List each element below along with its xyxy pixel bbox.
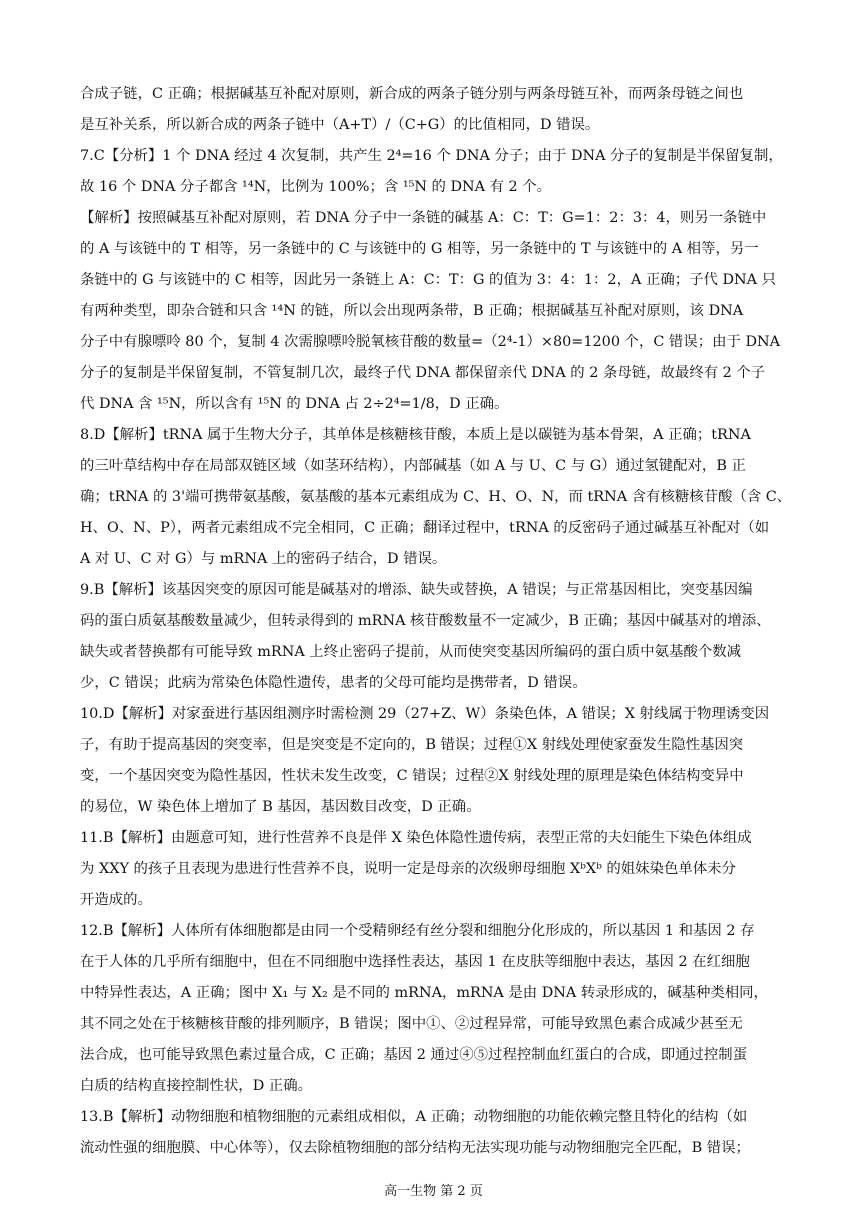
- text-line: 变，一个基因突变为隐性基因，性状未发生改变，C 错误；过程②X 射线处理的原理是染色体结构变异中: [80, 768, 744, 784]
- text-line: 的易位，W 染色体上增加了 B 基因，基因数目改变，D 正确。: [80, 799, 481, 815]
- text-line: 法合成，也可能导致黑色素过量合成，C 正确；基因 2 通过④⑤过程控制血红蛋白的合成，即通过控制蛋: [80, 1047, 748, 1063]
- text-line: 分子的复制是半保留复制，不管复制几次，最终子代 DNA 都保留亲代 DNA 的 2 条母链，故最终有 2 个子: [80, 365, 766, 381]
- text-line: 中特异性表达，A 正确；图中 X₁ 与 X₂ 是不同的 mRNA，mRNA 是由 DNA 转录形成的，碱基种类相同，: [80, 985, 768, 1001]
- text-line: 【解析】按照碱基互补配对原则，若 DNA 分子中一条链的碱基 A：C：T：G=1：2：3：4，则另一条链中: [80, 210, 767, 226]
- text-line: 8.D【解析】tRNA 属于生物大分子，其单体是核糖核苷酸，本质上是以碳链为基本骨架，A 正确；tRNA: [80, 427, 751, 443]
- text-line: 码的蛋白质氨基酸数量减少，但转录得到的 mRNA 核苷酸数量不一定减少，B 正确；基因中碱基对的增添、: [80, 613, 771, 629]
- text-line: H、O、N、P），两者元素组成不完全相同，C 正确；翻译过程中，tRNA 的反密码子通过碱基互补配对（如: [80, 520, 770, 536]
- text-line: 白质的结构直接控制性状，D 正确。: [80, 1078, 312, 1094]
- text-line: 为 XXY 的孩子且表现为患进行性营养不良，说明一定是母亲的次级卵母细胞 XᵇXᵇ 的姐妹染色单体未分: [80, 861, 736, 877]
- text-line: 在于人体的几乎所有细胞中，但在不同细胞中选择性表达，基因 1 在皮肤等细胞中表达，基因 2 在红细胞: [80, 954, 750, 970]
- text-line: 分子中有腺嘌呤 80 个，复制 4 次需腺嘌呤脱氧核苷酸的数量=（2⁴-1）×80=1200 个，C 错误；由于 DNA: [80, 334, 780, 350]
- text-line: 有两种类型，即杂合链和只含 ¹⁴N 的链，所以会出现两条带，B 正确；根据碱基互补配对原则，该 DNA: [80, 303, 744, 319]
- text-line: 9.B【解析】该基因突变的原因可能是碱基对的增添、缺失或替换，A 错误；与正常基因相比，突变基因编: [80, 582, 753, 598]
- text-line: 13.B【解析】动物细胞和植物细胞的元素组成相似，A 正确；动物细胞的功能依赖完整且特化的结构（如: [80, 1109, 748, 1125]
- text-line: 是互补关系，所以新合成的两条子链中（A+T）/（C+G）的比值相同，D 错误。: [80, 117, 600, 133]
- text-line: 合成子链，C 正确；根据碱基互补配对原则，新合成的两条子链分别与两条母链互补，而两条母链之间也: [80, 86, 744, 102]
- text-line: A 对 U、C 对 G）与 mRNA 上的密码子结合，D 错误。: [80, 551, 447, 567]
- text-line: 少，C 错误；此病为常染色体隐性遗传，患者的父母可能均是携带者，D 错误。: [80, 675, 587, 691]
- text-line: 7.C【分析】1 个 DNA 经过 4 次复制，共产生 2⁴=16 个 DNA 分子；由于 DNA 分子的复制是半保留复制，: [80, 148, 783, 164]
- text-line: 的三叶草结构中存在局部双链区域（如茎环结构），内部碱基（如 A 与 U、C 与 G）通过氢键配对，B 正: [80, 458, 746, 474]
- text-line: 其不同之处在于核糖核苷酸的排列顺序，B 错误；图中①、②过程异常，可能导致黑色素合成减少甚至无: [80, 1016, 743, 1032]
- text-line: 流动性强的细胞膜、中心体等），仅去除植物细胞的部分结构无法实现功能与动物细胞完全匹配，B 错误；: [80, 1140, 750, 1156]
- text-line: 开造成的。: [80, 892, 152, 908]
- text-line: 缺失或者替换都有可能导致 mRNA 上终止密码子提前，从而使突变基因所编码的蛋白质中氨基酸个数减: [80, 644, 742, 660]
- text-line: 故 16 个 DNA 分子都含 ¹⁴N，比例为 100%；含 ¹⁵N 的 DNA 有 2 个。: [80, 179, 552, 195]
- text-line: 的 A 与该链中的 T 相等，另一条链中的 C 与该链中的 G 相等，另一条链中的 T 与该链中的 A 相等，另一: [80, 241, 759, 257]
- page-footer: 高一生物 第 2 页: [384, 1184, 483, 1199]
- text-line: 12.B【解析】人体所有体细胞都是由同一个受精卵经有丝分裂和细胞分化形成的，所以基因 1 和基因 2 存: [80, 923, 755, 939]
- text-line: 子，有助于提高基因的突变率，但是突变是不定向的，B 错误；过程①X 射线处理使家蚕发生隐性基因突: [80, 737, 744, 753]
- text-line: 条链中的 G 与该链中的 C 相等，因此另一条链上 A：C：T：G 的值为 3：4：1：2，A 正确；子代 DNA 只: [80, 272, 776, 288]
- text-line: 确；tRNA 的 3'端可携带氨基酸，氨基酸的基本元素组成为 C、H、O、N，而 tRNA 含有核糖核苷酸（含 C、: [80, 489, 792, 505]
- text-line: 10.D【解析】对家蚕进行基因组测序时需检测 29（27+Z、W）条染色体，A 错误；X 射线属于物理诱变因: [80, 706, 770, 722]
- text-line: 11.B【解析】由题意可知，进行性营养不良是伴 X 染色体隐性遗传病，表型正常的夫妇能生下染色体组成: [80, 830, 752, 846]
- text-line: 代 DNA 含 ¹⁵N，所以含有 ¹⁵N 的 DNA 占 2÷2⁴=1/8，D 正确。: [80, 396, 509, 412]
